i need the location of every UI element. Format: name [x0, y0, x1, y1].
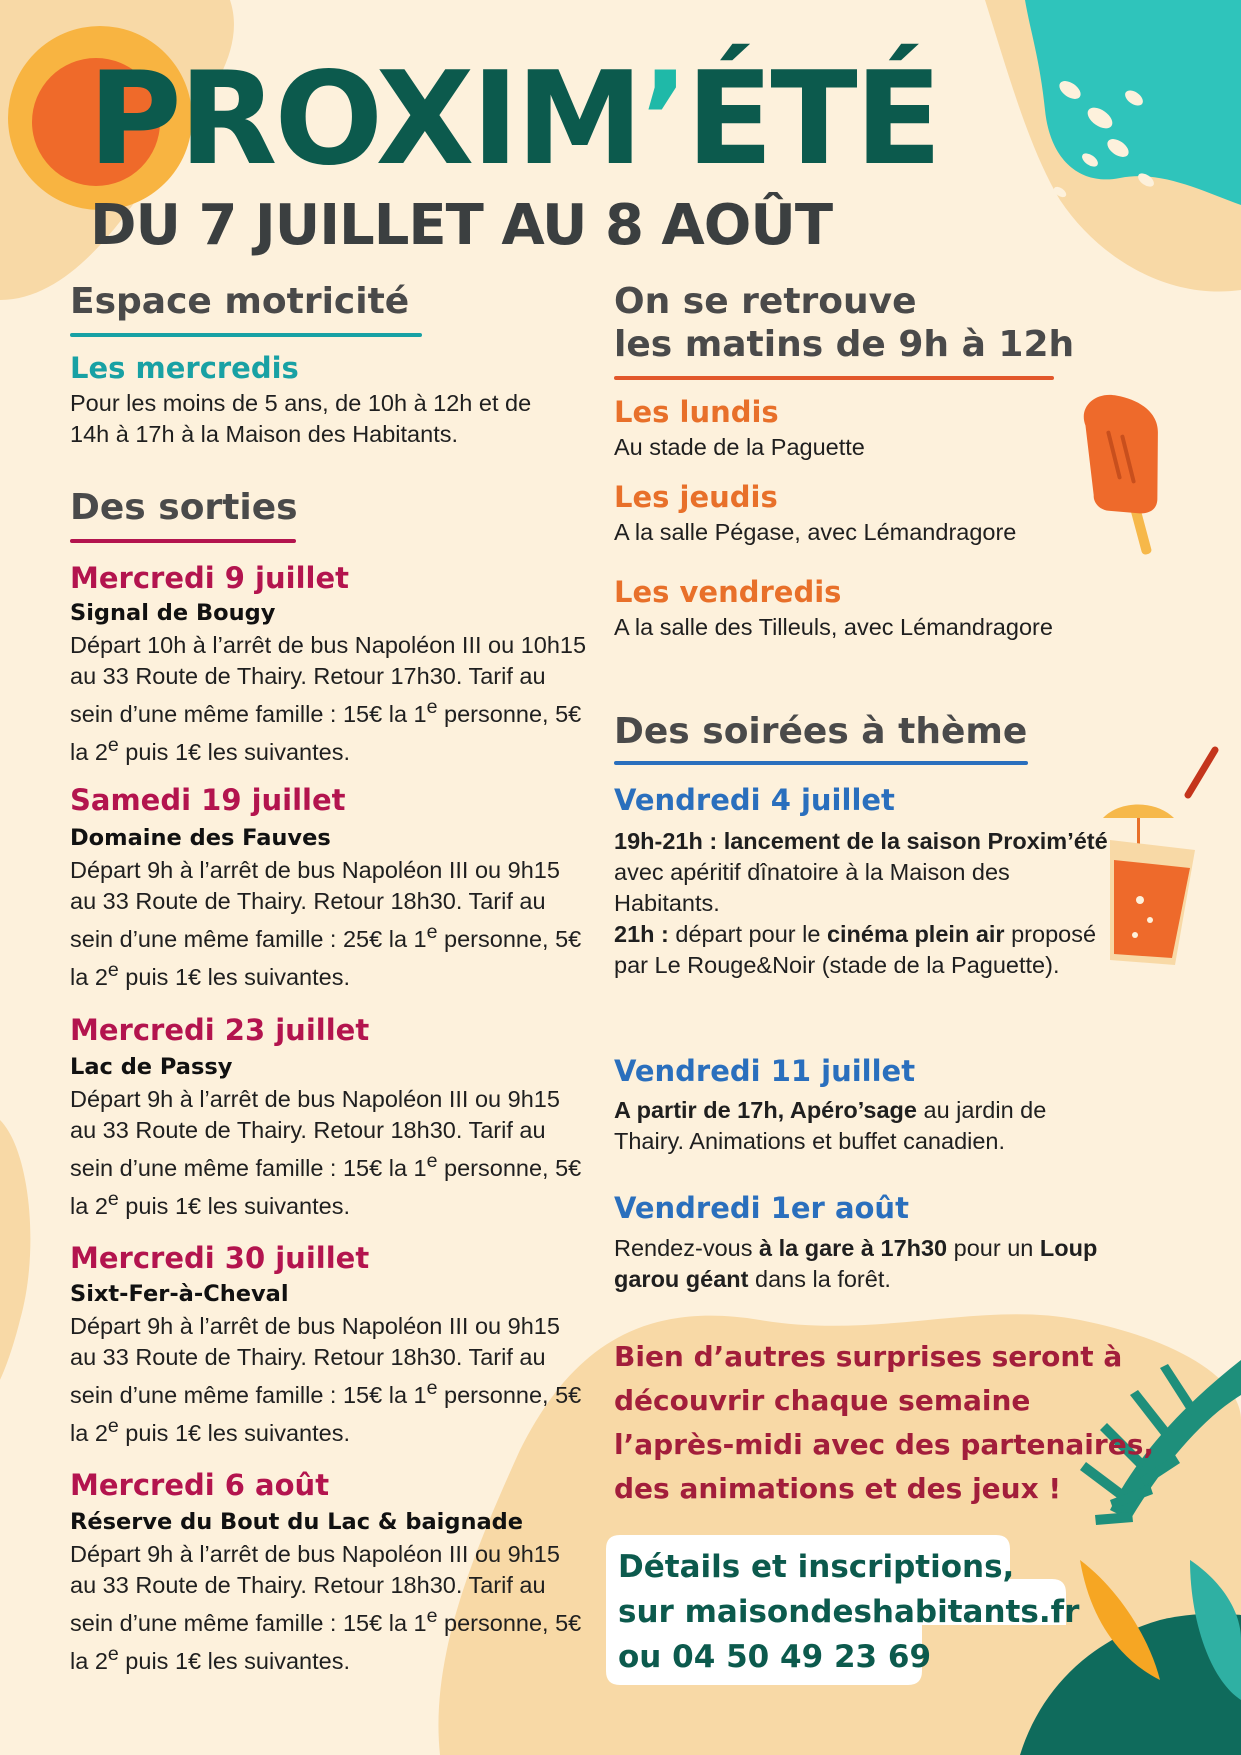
- outing-details: [70, 1311, 590, 1449]
- outing-schedule: Départ 9h à l’arrêt de bus Napoléon III ou 9h15 au 33 Route de Thairy. Retour 18h30.: [70, 1541, 560, 1598]
- outing-tarif-c: puis 1€ les suivantes.: [118, 738, 350, 765]
- underline-matins: [614, 376, 1054, 380]
- outing-tarif-sup: e: [426, 1605, 438, 1627]
- contact-phone[interactable]: ou 04 50 49 23 69: [618, 1639, 932, 1675]
- outing-tarif-sup: e: [426, 696, 438, 718]
- evening-date: Vendredi 4 juillet: [614, 783, 895, 817]
- outing-tarif-a: Tarif au sein d’une même famille : 25€ la 1: [70, 888, 546, 952]
- outing-tarif-sup: e: [107, 1187, 119, 1210]
- contact-text: [618, 1545, 1079, 1680]
- underline-motricite: [70, 333, 422, 337]
- evening-highlight: A partir de 17h, Apéro’sage: [614, 1097, 917, 1123]
- heading-matins-line-1: On se retrouve: [614, 281, 917, 322]
- outing-schedule: Départ 9h à l’arrêt de bus Napoléon III ou 9h15 au 33 Route de Thairy. Retour 18h30.: [70, 1086, 560, 1143]
- morning-day: Les vendredis: [614, 575, 842, 609]
- outing-tarif-sup: e: [426, 1377, 438, 1399]
- evening-date: Vendredi 1er août: [614, 1191, 909, 1225]
- evening-details: [614, 1233, 1114, 1295]
- heading-soirees: Des soirées à thème: [614, 711, 1028, 752]
- evening-text: au jardin de Thairy. Animations et buffet canadien.: [614, 1097, 1047, 1154]
- heading-motricite: Espace motricité: [70, 281, 410, 322]
- outing-details: [70, 1539, 590, 1677]
- page-title: [88, 45, 940, 194]
- outing-tarif-a: Tarif au sein d’une même famille : 15€ la 1: [70, 1344, 546, 1408]
- outing-tarif-sup: e: [107, 733, 119, 756]
- morning-day: Les jeudis: [614, 480, 778, 514]
- outing-schedule: Départ 10h à l’arrêt de bus Napoléon III ou 10h15 au 33 Route de Thairy. Retour 17h30.: [70, 632, 587, 689]
- evening-highlight: Loup garou géant: [614, 1235, 1098, 1292]
- outing-tarif-b: personne, 5€ la 2: [70, 1154, 582, 1219]
- outing-tarif-a: Tarif au sein d’une même famille : 15€ la 1: [70, 1117, 546, 1181]
- motricite-text: Pour les moins de 5 ans, de 10h à 12h et de 14h à 17h à la Maison des Habitants.: [70, 390, 532, 447]
- outing-date: Mercredi 6 août: [70, 1468, 330, 1502]
- evening-date: Vendredi 11 juillet: [614, 1054, 916, 1088]
- date-range: DU 7 JUILLET AU 8 AOÛT: [90, 193, 833, 258]
- contact-box: [606, 1535, 1086, 1685]
- morning-place: Au stade de la Paguette: [614, 434, 865, 460]
- title-part-1: PROXIM: [88, 45, 641, 194]
- outing-date: Mercredi 23 juillet: [70, 1013, 370, 1047]
- evening-details: [614, 826, 1114, 981]
- contact-line: Détails et inscriptions,: [618, 1549, 1015, 1585]
- evening-text: pour un: [947, 1235, 1040, 1261]
- outing-date: Samedi 19 juillet: [70, 783, 346, 817]
- heading-matins: [614, 280, 1074, 366]
- outing-tarif-c: puis 1€ les suivantes.: [118, 963, 350, 990]
- outing-date: Mercredi 30 juillet: [70, 1241, 370, 1275]
- outing-tarif-sup: e: [426, 921, 438, 943]
- evening-highlight: cinéma plein air: [826, 921, 1005, 947]
- outing-details: [70, 1084, 590, 1222]
- evening-highlight: 19h-21h : lancement de la saison Proxim’été: [614, 828, 1108, 854]
- popsicle-icon: [1077, 387, 1172, 555]
- outing-tarif-b: personne, 5€ la 2: [70, 925, 582, 990]
- evening-text: dans la forêt.: [748, 1266, 891, 1292]
- underline-soirees: [614, 761, 1028, 765]
- outing-date: Mercredi 9 juillet: [70, 561, 349, 595]
- outing-tarif-c: puis 1€ les suivantes.: [118, 1647, 350, 1674]
- outing-tarif-b: personne, 5€ la 2: [70, 1381, 582, 1446]
- surprises-line: découvrir chaque semaine: [614, 1384, 1031, 1417]
- outing-tarif-a: Tarif au sein d’une même famille : 15€ la 1: [70, 1572, 546, 1636]
- evening-details: [614, 1095, 1114, 1157]
- outing-place: Réserve du Bout du Lac & baignade: [70, 1509, 524, 1535]
- outing-place: Sixt-Fer-à-Cheval: [70, 1281, 289, 1307]
- evening-text: avec apéritif dînatoire à la Maison des Habitants.: [614, 859, 1010, 916]
- outing-place: Domaine des Fauves: [70, 825, 331, 851]
- cocktail-icon: [1103, 750, 1215, 965]
- outing-tarif-b: personne, 5€ la 2: [70, 700, 582, 765]
- contact-website[interactable]: sur maisondeshabitants.fr: [618, 1594, 1080, 1630]
- heading-matins-line-2: les matins de 9h à 12h: [614, 324, 1075, 365]
- evening-text: départ pour le: [668, 921, 827, 947]
- title-apostrophe: ’: [640, 45, 686, 194]
- motricite-day: Les mercredis: [70, 351, 299, 385]
- outing-tarif-b: personne, 5€ la 2: [70, 1609, 582, 1674]
- morning-place: A la salle des Tilleuls, avec Lémandragore: [614, 614, 1053, 640]
- outing-tarif-sup: e: [107, 1642, 119, 1665]
- outing-tarif-c: puis 1€ les suivantes.: [118, 1192, 350, 1219]
- outing-tarif-sup: e: [107, 1414, 119, 1437]
- outing-tarif-sup: e: [107, 958, 119, 981]
- surprises-note: [614, 1335, 1214, 1511]
- sand-blob-left-edge: [0, 1120, 30, 1380]
- outing-place: Lac de Passy: [70, 1054, 233, 1080]
- morning-day: Les lundis: [614, 395, 779, 429]
- evening-highlight: à la gare à 17h30: [759, 1235, 948, 1261]
- outing-schedule: Départ 9h à l’arrêt de bus Napoléon III ou 9h15 au 33 Route de Thairy. Retour 18h30.: [70, 1313, 560, 1370]
- outing-tarif-c: puis 1€ les suivantes.: [118, 1419, 350, 1446]
- title-part-2: ÉTÉ: [685, 45, 940, 194]
- underline-sorties: [70, 539, 296, 543]
- outing-tarif-a: Tarif au sein d’une même famille : 15€ la 1: [70, 663, 546, 727]
- morning-place: A la salle Pégase, avec Lémandragore: [614, 519, 1017, 545]
- outing-details: [70, 855, 590, 993]
- heading-sorties: Des sorties: [70, 487, 298, 528]
- evening-text: proposé par Le Rouge&Noir (stade de la Paguette).: [614, 921, 1097, 978]
- outing-details: [70, 630, 590, 768]
- surprises-line: des animations et des jeux !: [614, 1472, 1062, 1505]
- evening-highlight: 21h :: [614, 921, 669, 947]
- surprises-line: Bien d’autres surprises seront à: [614, 1340, 1123, 1373]
- outing-schedule: Départ 9h à l’arrêt de bus Napoléon III ou 9h15 au 33 Route de Thairy. Retour 18h30.: [70, 857, 560, 914]
- surprises-line: l’après-midi avec des partenaires,: [614, 1428, 1154, 1461]
- outing-place: Signal de Bougy: [70, 600, 276, 626]
- evening-text: Rendez-vous: [614, 1235, 759, 1261]
- outing-tarif-sup: e: [426, 1150, 438, 1172]
